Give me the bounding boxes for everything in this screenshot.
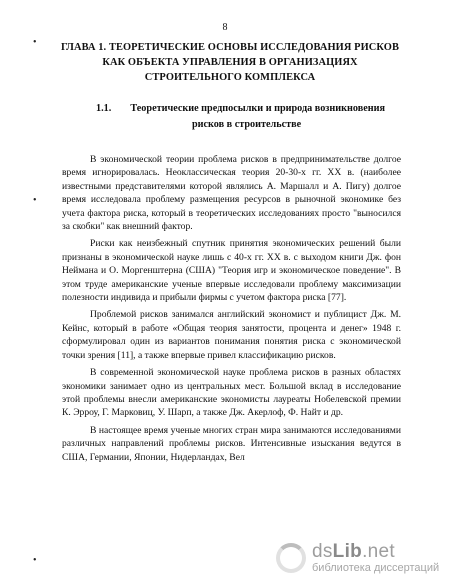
paragraph: В современной экономической науке проблема рисков в разных областях экономики занимает одно из центральных мест. Большой вклад в исследование этой проблемы внесли американские экономисты лауреаты Нобелевской премии К. Эрроу, Г. Марковиц, У. Шарп, а также Дж. Акерлоф, Ф. Найт и др. [62, 367, 401, 419]
margin-bullet: • [33, 555, 37, 566]
section-number: 1.1. [96, 103, 112, 114]
dslib-logo-icon [276, 543, 306, 573]
margin-bullet: • [33, 195, 37, 206]
dslib-watermark[interactable] [276, 538, 444, 578]
paragraph: В экономической теории проблема рисков в предпринимательстве долгое время игнорировалась. Неоклассическая теория 20-30-х гг. XX в. (наиболее известными представителями которой являлись А. Маршалл и А. Пигу) долгое время исследовала проблему размещения ресурсов в рыночной экономике без учета фактора риска, который в теоретических исследованиях просто "выносился за скобки" как внешний фактор. [62, 154, 401, 233]
chapter-title: ГЛАВА 1. ТЕОРЕТИЧЕСКИЕ ОСНОВЫ ИССЛЕДОВАНИЯ РИСКОВ КАК ОБЪЕКТА УПРАВЛЕНИЯ В ОРГАНИЗАЦИЯХ СТРОИТЕЛЬНОГО КОМПЛЕКСА [60, 42, 399, 83]
page-number: 8 [222, 22, 228, 33]
paragraph: Риски как неизбежный спутник принятия экономических решений были признаны в экономической науке лишь с 40-х гг. XX в. с выходом книги Дж. фон Неймана и О. Моргенштерна (США) "Теория игр и экономическое поведение". В этом труде американские ученые впервые исследовали проблему максимизации полезности индивида и прибыли фирмы с учетом фактора риска [77]. [62, 238, 401, 304]
section-title-line2: рисков в строительстве [192, 119, 302, 130]
section-heading [96, 101, 385, 133]
body-text [62, 153, 401, 468]
dslib-tagline: библиотека диссертаций [312, 562, 440, 574]
margin-bullet: • [33, 37, 37, 48]
section-title-line1: Теоретические предпосылки и природа возникновения [130, 103, 385, 114]
dslib-logo-text: dsLib.net [312, 541, 395, 562]
paragraph: В настоящее время ученые многих стран мира занимаются исследованиями различных направлений проблемы рисков. Интенсивные изыскания ведутся в США, Германии, Японии, Нидерландах, Вел [62, 424, 401, 463]
paragraph: Проблемой рисков занимался английский экономист и публицист Дж. М. Кейнс, который в работе «Общая теория занятости, процента и денег» 1948 г. сформулировал один из вариантов понимания понятия риска с экономической точки зрения [11], а также впервые привел классификацию рисков. [62, 309, 401, 361]
